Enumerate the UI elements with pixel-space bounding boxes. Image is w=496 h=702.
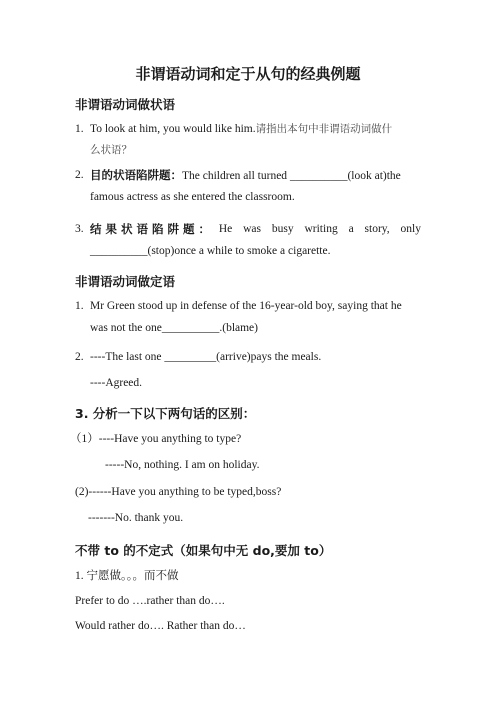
item-number: 1.	[75, 300, 84, 312]
item-line: Mr Green stood up in defense of the 16-year-old boy, saying that he	[90, 300, 402, 312]
item-number: 3.	[75, 223, 84, 235]
fill-blank[interactable]: __________	[289, 170, 348, 182]
dialog-line: -------No. thank you.	[88, 512, 184, 524]
section-heading-compare: 3. 分析一下以下两句话的区别：	[75, 406, 256, 421]
item-line	[90, 350, 321, 364]
dialog-reply: ----Agreed.	[90, 377, 143, 389]
item-label: 结果状语陷阱题：	[90, 222, 214, 236]
item-text: ----The last one	[90, 351, 165, 363]
item-text: The children all turned	[182, 170, 290, 182]
item-text: was not the one	[90, 322, 162, 334]
dialog-line: （1）----Have you anything to type?	[70, 433, 242, 445]
section-heading-adverbial: 非谓语动词做状语	[75, 97, 176, 112]
rule-line: Would rather do…. Rather than do…	[75, 620, 246, 632]
item-text: (look at)the	[347, 170, 401, 182]
page-title: 非谓语动词和定于从句的经典例题	[135, 65, 361, 83]
item-line-continued: famous actress as she entered the classroom.	[90, 191, 295, 203]
item-text: He was busy writing a story, only	[218, 223, 421, 235]
item-line-continued	[90, 244, 330, 258]
fill-blank[interactable]: __________	[161, 322, 220, 334]
item-line	[90, 122, 392, 136]
rule-line: Prefer to do ….rather than do….	[75, 595, 225, 607]
dialog-line: -----No, nothing. I am on holiday.	[105, 459, 260, 471]
item-text: (arrive)pays the meals.	[216, 351, 322, 363]
section-heading-bare-infinitive: 不带 to 的不定式（如果句中无 do,要加 to）	[75, 543, 332, 558]
item-label: 目的状语陷阱题：	[90, 168, 182, 182]
item-text: .(blame)	[219, 322, 258, 334]
item-text-chinese: 请指出本句中非谓语动词做什	[255, 123, 393, 135]
item-text: (stop)once a while to smoke a cigarette.	[147, 245, 331, 257]
item-line-continued: 么状语？	[90, 144, 132, 156]
item-number: 2.	[75, 351, 84, 363]
section-heading-attributive: 非谓语动词做定语	[75, 274, 176, 289]
item-line	[90, 222, 421, 237]
item-text: To look at him, you would like him.	[90, 123, 256, 135]
fill-blank[interactable]: __________	[90, 245, 148, 257]
item-number: 2.	[75, 169, 84, 181]
dialog-line: (2)------Have you anything to be typed,boss?	[75, 486, 282, 498]
item-number: 1.	[75, 123, 84, 135]
rule-line: 1. 宁愿做。。。而不做	[75, 570, 179, 582]
item-line-continued	[90, 321, 258, 335]
fill-blank[interactable]: _________	[164, 351, 217, 363]
item-line	[90, 168, 401, 183]
